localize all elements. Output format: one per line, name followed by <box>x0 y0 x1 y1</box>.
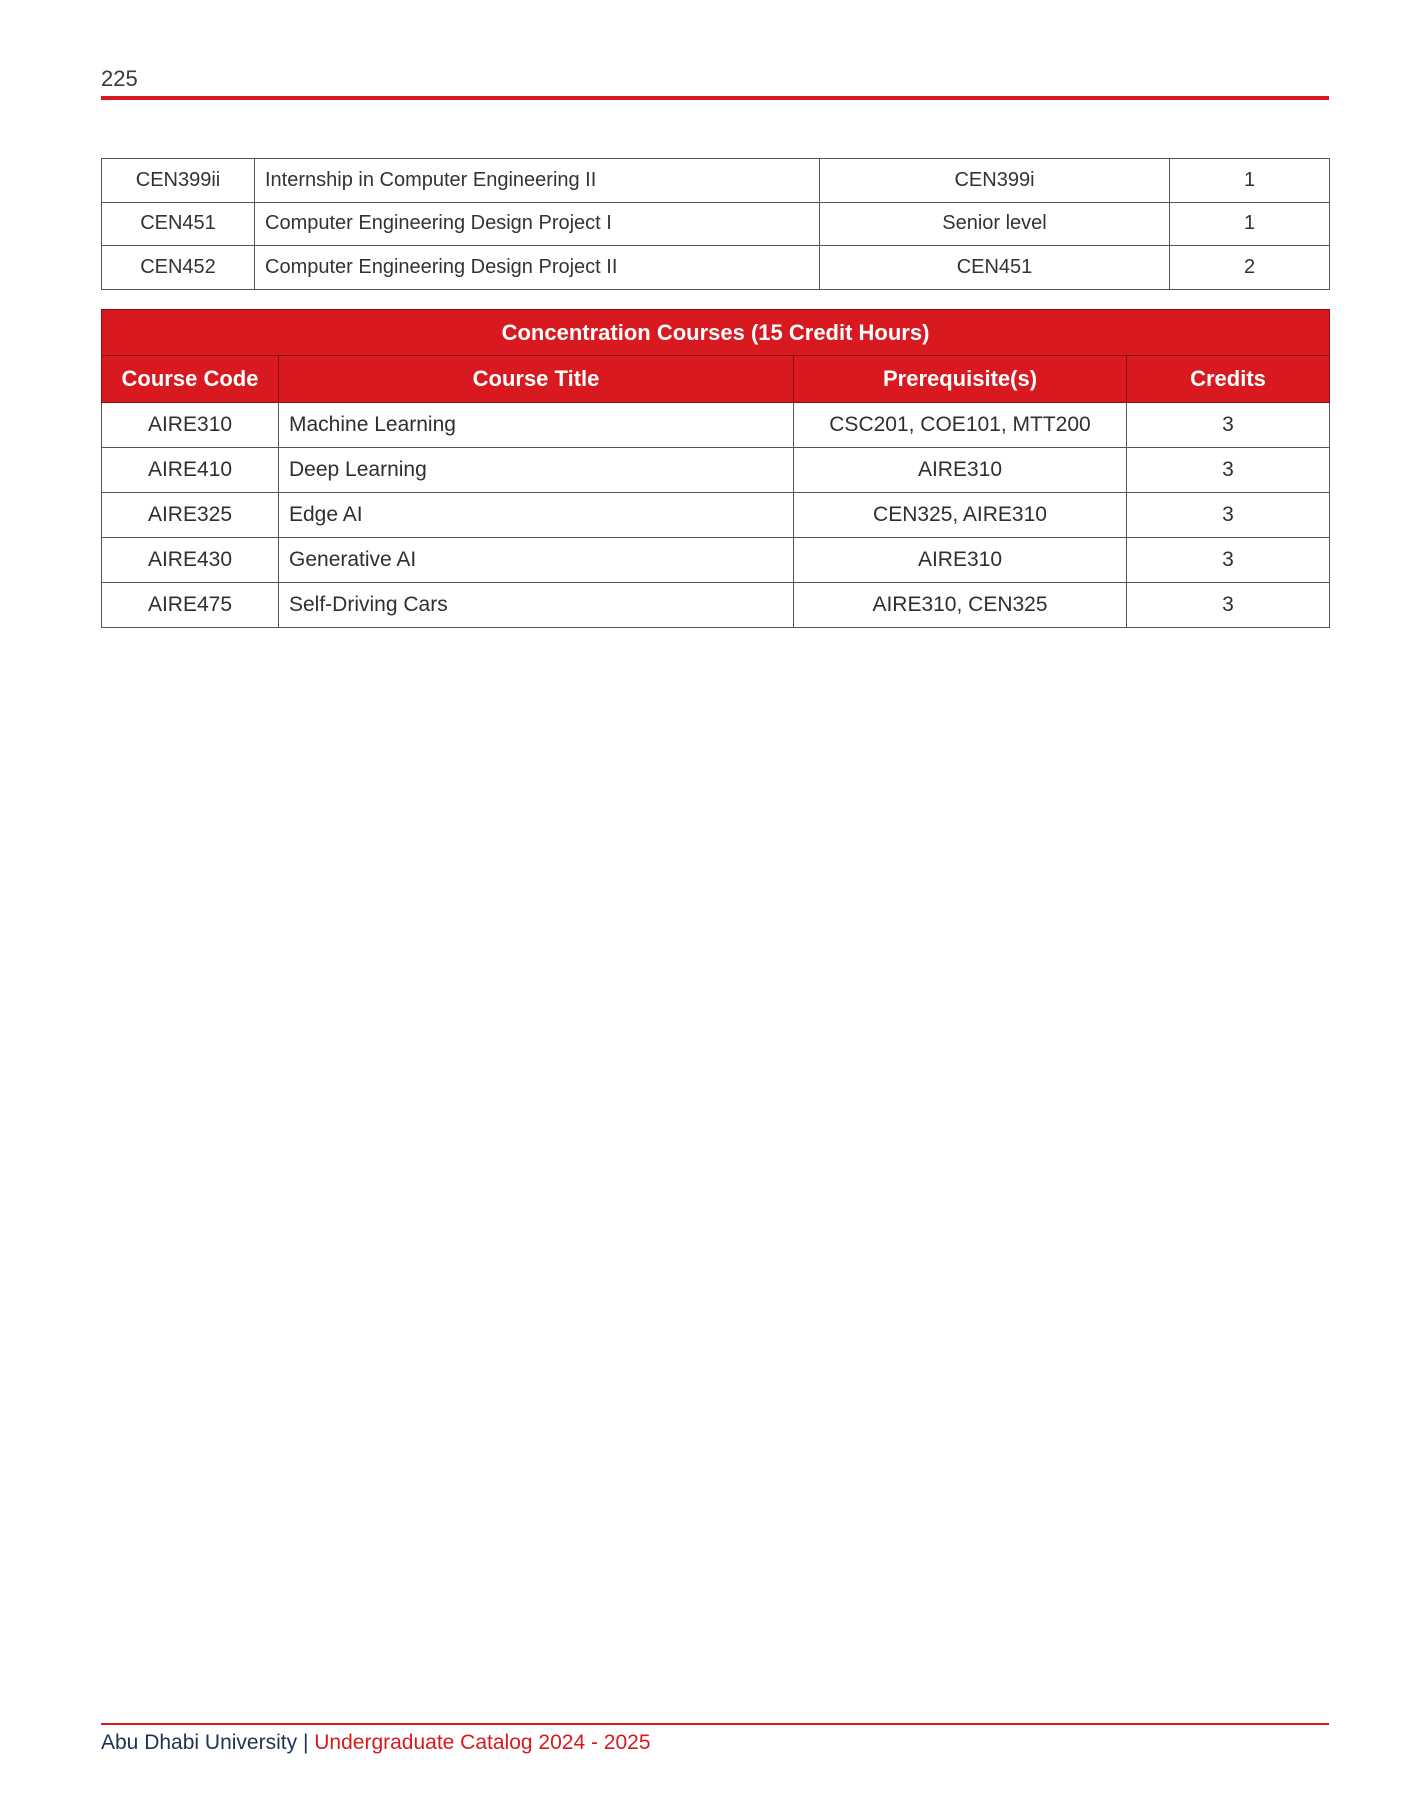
table-row <box>102 537 1330 582</box>
footer-rule <box>101 1723 1329 1725</box>
course-title-cell: Computer Engineering Design Project I <box>255 202 820 246</box>
credits-cell: 1 <box>1170 159 1330 203</box>
table-row <box>102 246 1330 290</box>
course-title-cell: Internship in Computer Engineering II <box>255 159 820 203</box>
course-title-cell: Machine Learning <box>279 402 794 447</box>
prerequisite-cell: AIRE310 <box>794 537 1127 582</box>
prerequisite-cell: AIRE310 <box>794 447 1127 492</box>
table-row <box>102 492 1330 537</box>
prerequisite-cell: Senior level <box>820 202 1170 246</box>
table-row <box>102 202 1330 246</box>
prerequisite-cell: CEN399i <box>820 159 1170 203</box>
footer-university: Abu Dhabi University <box>101 1731 298 1754</box>
course-code-cell: AIRE410 <box>102 447 279 492</box>
prerequisite-cell: CEN325, AIRE310 <box>794 492 1127 537</box>
course-code-cell: AIRE475 <box>102 582 279 627</box>
course-title-cell: Deep Learning <box>279 447 794 492</box>
table-row <box>102 582 1330 627</box>
footer-catalog-title: Undergraduate Catalog 2024 - 2025 <box>314 1731 651 1754</box>
table-header-row <box>102 356 1330 403</box>
credits-cell: 3 <box>1127 402 1330 447</box>
credits-cell: 3 <box>1127 537 1330 582</box>
concentration-courses-table <box>101 309 1330 628</box>
credits-cell: 3 <box>1127 447 1330 492</box>
continued-course-table <box>101 158 1330 290</box>
prerequisite-cell: AIRE310, CEN325 <box>794 582 1127 627</box>
table-row <box>102 159 1330 203</box>
header-rule <box>101 96 1329 100</box>
course-code-cell: CEN452 <box>102 246 255 290</box>
prerequisite-cell: CEN451 <box>820 246 1170 290</box>
course-code-cell: CEN399ii <box>102 159 255 203</box>
course-title-cell: Edge AI <box>279 492 794 537</box>
course-code-cell: AIRE310 <box>102 402 279 447</box>
table-row <box>102 402 1330 447</box>
footer-separator: | <box>302 1731 309 1754</box>
credits-cell: 3 <box>1127 582 1330 627</box>
header-course-code: Course Code <box>102 356 279 403</box>
course-code-cell: AIRE325 <box>102 492 279 537</box>
prerequisite-cell: CSC201, COE101, MTT200 <box>794 402 1127 447</box>
course-code-cell: CEN451 <box>102 202 255 246</box>
course-title-cell: Computer Engineering Design Project II <box>255 246 820 290</box>
credits-cell: 2 <box>1170 246 1330 290</box>
header-prerequisites: Prerequisite(s) <box>794 356 1127 403</box>
course-title-cell: Self-Driving Cars <box>279 582 794 627</box>
footer <box>101 1731 651 1755</box>
header-credits: Credits <box>1127 356 1330 403</box>
course-title-cell: Generative AI <box>279 537 794 582</box>
page-number: 225 <box>101 66 138 91</box>
course-code-cell: AIRE430 <box>102 537 279 582</box>
credits-cell: 1 <box>1170 202 1330 246</box>
table-caption: Concentration Courses (15 Credit Hours) <box>102 310 1330 356</box>
header-course-title: Course Title <box>279 356 794 403</box>
table-row <box>102 447 1330 492</box>
credits-cell: 3 <box>1127 492 1330 537</box>
